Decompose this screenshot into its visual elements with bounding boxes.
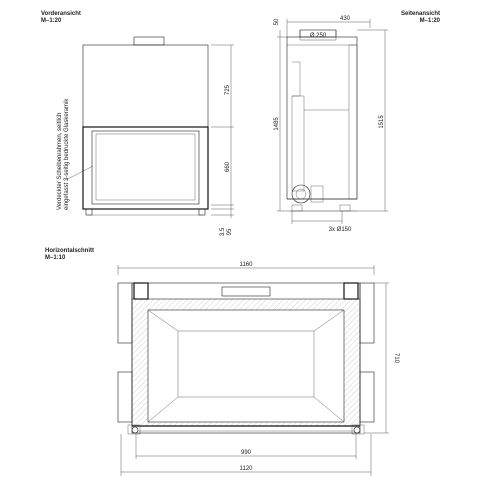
svg-text:eingefasst 3-seitig bedruckte: eingefasst 3-seitig bedruckte Glaskeramik (64, 98, 70, 210)
svg-text:1120: 1120 (239, 466, 253, 472)
side-dimensions (274, 16, 388, 233)
dim-1120-label (240, 466, 254, 472)
dim-95-label (227, 228, 233, 235)
svg-text:990: 990 (240, 450, 252, 456)
front-view-title: Vorderansicht M–1:20 (41, 11, 81, 24)
dim-50-label (274, 18, 280, 25)
svg-text:1485: 1485 (274, 117, 280, 131)
section-view-title: Horizontalschnitt M–1:10 (45, 248, 94, 261)
svg-text:710: 710 (393, 352, 399, 364)
svg-text:Ø 250: Ø 250 (309, 33, 327, 39)
dim-1485-label (274, 117, 280, 131)
svg-text:660: 660 (225, 161, 231, 173)
dim-710-label (393, 353, 399, 364)
dim-725-label (225, 84, 231, 95)
dim-3-5-label (220, 227, 226, 236)
svg-text:95: 95 (227, 228, 233, 236)
front-dimensions (211, 45, 234, 236)
glass-frame-note (57, 98, 70, 210)
svg-text:50: 50 (274, 18, 280, 26)
side-view-title: Seitenansicht M–1:20 (400, 11, 440, 24)
dim-660-label (225, 161, 231, 172)
dim-990-label (241, 450, 252, 456)
section-view-drawing (118, 262, 399, 476)
dim-430-label (340, 16, 351, 22)
svg-text:1160: 1160 (239, 262, 253, 268)
svg-text:1515: 1515 (379, 115, 385, 129)
svg-text:Verdeckter Scheibenrahmen, sei: Verdeckter Scheibenrahmen, seitlich (57, 112, 63, 210)
dim-150-label (329, 227, 352, 233)
dim-250-label (310, 33, 327, 39)
svg-text:725: 725 (225, 84, 231, 96)
dim-1515-label (379, 115, 385, 129)
front-view-drawing (83, 37, 208, 215)
svg-text:3.5: 3.5 (220, 227, 226, 237)
svg-text:3x Ø150: 3x Ø150 (328, 227, 352, 233)
dim-1160-label (240, 262, 254, 268)
svg-text:430: 430 (339, 16, 351, 22)
side-view-drawing (287, 30, 357, 211)
